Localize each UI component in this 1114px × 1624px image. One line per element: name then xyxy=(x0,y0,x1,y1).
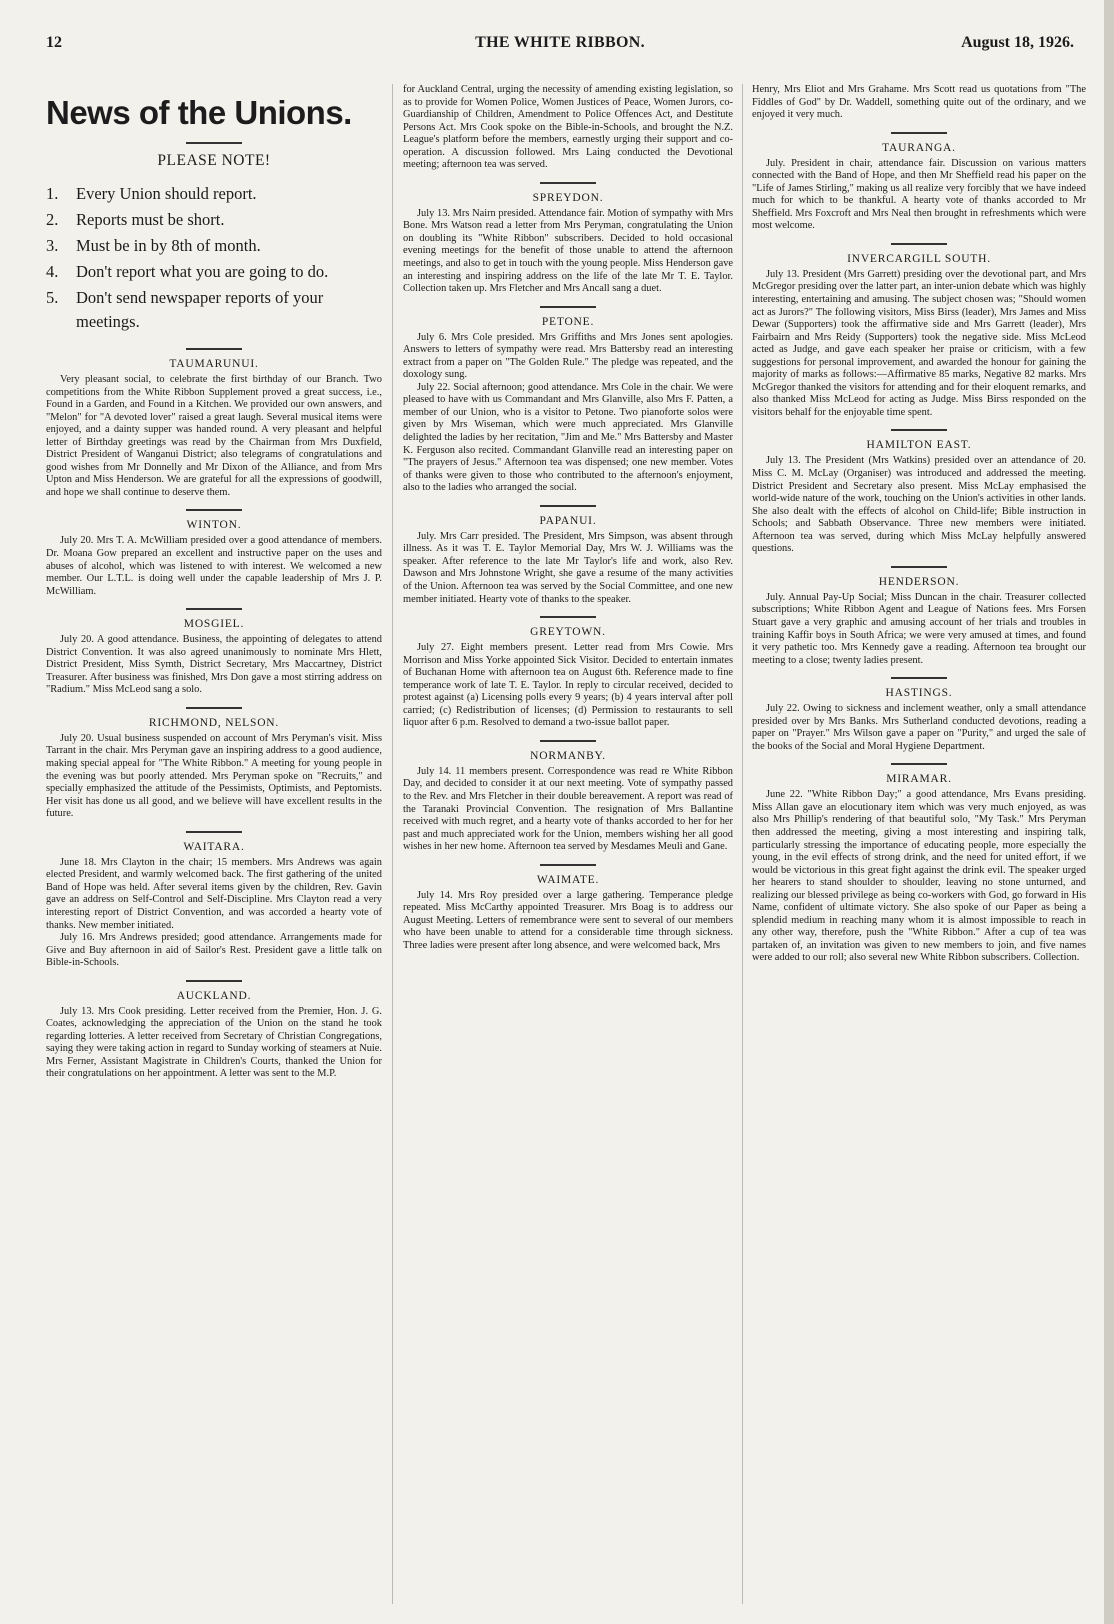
report-paragraph: July 20. Usual business suspended on account of Mrs Peryman's visit. Miss Tarrant in the chair. Mrs Peryman gave an inspiring address to a good audience, making special appeal for "The White Ribbon." A meeting for young people in the evening was but poorly attended. Mrs Peryman spoke on "Recruits," and specially emphasized the attitude of the Pessimists, Optimists, and Peptomists. Her visit has done us all good, and we believe will have excellent results in the future. xyxy=(46,732,382,820)
divider-rule xyxy=(186,831,242,833)
report-paragraph: July. Annual Pay-Up Social; Miss Duncan in the chair. Treasurer collected subscriptions; White Ribbon Agent and League of Nations fees. Mrs Forsen Stuart gave a very graphic and amusing account of her trials and troubles in training Kaffir boys in South Africa; we were very amused at times, and found it very pathetic too. Mrs Kennedy gave a reading. Afternoon tea brought our meeting to a close; twenty ladies present. xyxy=(752,591,1086,666)
column-divider xyxy=(392,84,393,1604)
union-heading: GREYTOWN. xyxy=(530,626,606,639)
report-paragraph: Very pleasant social, to celebrate the first birthday of our Branch. Two competitions from the White Ribbon Supplement proved a great success, i.e., Found in a Garden, and Found in a Kitchen. We provided our own answers, and "Melon" for "A devoted lover" raised a great laugh. Several musical items were enjoyed, and a dainty supper was handed round. A very pleasant and helpful letter of Birthday greetings was read by the Chairman from Mrs Duxfield, District President of Wanganui District; also telegrams of congratulations and good wishes from Mr Donnelly and Mr Dixon of the Alliance, and from Mrs Upton and Miss Henderson. We are grateful for all the expressions of goodwill, and hope we shall continue to deserve them. xyxy=(46,374,382,498)
publication-title: THE WHITE RIBBON. xyxy=(475,34,645,51)
divider-rule xyxy=(891,566,947,568)
page-edge xyxy=(1104,0,1114,1624)
report-paragraph: July 27. Eight members present. Letter read from Mrs Cowie. Mrs Morrison and Miss Yorke appointed Sick Visitor. Decided to entertain inmates of Buchanan Home with afternoon tea on August 6th. Reference made to fine temperance work of late T. E. Taylor. In reply to circular received, decided to protest against (a) Licensing polls every 9 years; (b) 4 years interval after poll carried; (c) Redistribution of licenses; (d) Permission to restaurants to sell liquor after 6 p.m. Resolved to demand a two-issue ballot paper. xyxy=(403,642,733,729)
column-3 xyxy=(752,84,1086,1610)
report-paragraph: July 14. Mrs Roy presided over a large gathering. Temperance pledge repeated. Miss McCarthy appointed Treasurer. Mrs Boag is to address our August Meeting. Letters of remembrance were sent to several of our members who have been unable to attend for a considerable time through sickness. Three ladies were present after long absence, and were welcomed back, Mrs xyxy=(403,889,733,951)
union-heading: WINTON. xyxy=(186,519,242,532)
page-number: 12 xyxy=(46,34,62,51)
divider-rule xyxy=(540,182,596,184)
union-heading: TAURANGA. xyxy=(882,141,956,154)
notice-list xyxy=(46,182,382,334)
running-header xyxy=(46,34,1074,56)
divider-rule xyxy=(540,616,596,618)
report-paragraph: July 13. Mrs Nairn presided. Attendance fair. Motion of sympathy with Mrs Bone. Mrs Watson read a letter from Mrs Peryman, congratulating the Union on doubling its "White Ribbon" subscribers. Decided to hold occasional evening meetings for the benefit of those unable to attend the afternoon meetings, and also to get in touch with the young people. Miss Henderson gave an interesting and inspiring address on the life of the late Mr T. E. Taylor. Collection taken up. Mrs Fletcher and Mrs Ancall sang a duet. xyxy=(403,207,733,295)
divider-rule xyxy=(186,509,242,511)
union-heading: PAPANUI. xyxy=(539,514,597,527)
issue-date: August 18, 1926. xyxy=(961,34,1074,51)
union-heading: HASTINGS. xyxy=(885,687,953,700)
divider-rule xyxy=(540,306,596,308)
report-paragraph: July 6. Mrs Cole presided. Mrs Griffiths and Mrs Jones sent apologies. Answers to letters of sympathy were read. Mrs Battersby read an interesting extract from a paper on "The Golden Rule." The pledge was repeated, and the doxology sung. xyxy=(403,331,733,381)
report-paragraph: Henry, Mrs Eliot and Mrs Grahame. Mrs Scott read us quotations from "The Fiddles of God" by Dr. Waddell, something quite out of the ordinary, and we enjoyed it very much. xyxy=(752,84,1086,121)
column-2 xyxy=(403,84,733,1610)
divider-rule xyxy=(891,132,947,134)
divider-rule xyxy=(891,243,947,245)
union-heading: SPREYDON. xyxy=(532,191,604,204)
notice-item: 2. Reports must be short. xyxy=(46,210,225,229)
union-heading: MOSGIEL. xyxy=(183,618,245,631)
divider-rule xyxy=(186,980,242,982)
notice-item: 3. Must be in by 8th of month. xyxy=(46,236,261,255)
union-heading: HAMILTON EAST. xyxy=(866,439,972,452)
report-paragraph: June 22. "White Ribbon Day;" a good attendance, Mrs Evans presiding. Miss Allan gave an elocutionary item which was very much enjoyed, as was also Mrs Phillip's rendering of that beautiful solo, "My Task." Mrs Peryman then addressed the meeting, giving a most interesting and inspiring talk, particularly stressing the importance of educating people, more especially the young, in the evil effects of strong drink, and the need for united effort, if we would be victorious in this great fight against the drink evil. The speaker urged her hearers to stand shoulder to shoulder, leaving no stone unturned, and realizing our blessed privilege as being co-workers with God, go forward in His Name, confident of ultimate victory. She also spoke of our Paper as being a splendid medium in reaching many whom it is almost impossible to reach in any other way, therefore, push the "White Ribbon." After a cup of tea was partaken of, an invitation was given to new members to join, and five names were added to our roll; also several new White Ribbon subscribers. Collection. xyxy=(752,789,1086,964)
report-paragraph: July 22. Owing to sickness and inclement weather, only a small attendance presided over by Mrs Banks. Mrs Sutherland conducted devotions, reading a paper on "Prayer." Mrs Wilson gave a paper on "Purity," and urged the sale of the books of the Social and Moral Hygiene Department. xyxy=(752,703,1086,752)
report-paragraph: June 18. Mrs Clayton in the chair; 15 members. Mrs Andrews was again elected President, and warmly welcomed back. The first gathering of the united Band of Hope was held. After several items given by the children, Rev. Gavin gave an address on Self-Control and Self-Discipline. Mrs Clayton read a very interesting report of District Convention, and was accorded a hearty vote of thanks. New member initiated. xyxy=(46,856,382,931)
divider-rule xyxy=(891,429,947,431)
report-paragraph: July 13. The President (Mrs Watkins) presided over an attendance of 20. Miss C. M. McLay (Organiser) was introduced and addressed the meeting. District President and Secretary also present. Miss McLay emphasised the world-wide nature of the work, touching on the Union's activities in other lands. She also dealt with the effects of alcohol on Child-life; Bible instruction in Schools; and Sabbath Observance. Three new members were initiated. Afternoon tea was served, during which Miss McLay helpfully answered questions. xyxy=(752,455,1086,555)
divider-rule xyxy=(186,707,242,709)
divider-rule xyxy=(540,740,596,742)
report-paragraph: July 13. Mrs Cook presiding. Letter received from the Premier, Hon. J. G. Coates, acknowledging the appreciation of the Union on the stand he took regarding lotteries. A letter received from Secretary of Christian Congregations, saying they were taking action in regard to Sunday working of steamers at Nuie. Mrs Ferner, Assistant Magistrate in Children's Courts, thanked the Union for their congratulations on her appointment. A letter was sent to the M.P. xyxy=(46,1005,382,1080)
notice-item: 1. Every Union should report. xyxy=(46,184,257,203)
union-heading: NORMANBY. xyxy=(530,749,606,762)
divider-rule xyxy=(186,142,242,144)
union-heading: HENDERSON. xyxy=(878,575,960,588)
union-heading: WAIMATE. xyxy=(536,873,600,886)
union-heading: AUCKLAND. xyxy=(176,989,252,1002)
column-2-reports xyxy=(403,84,733,952)
union-heading: RICHMOND, NELSON. xyxy=(148,716,280,729)
notice-item: 4. Don't report what you are going to do. xyxy=(46,262,329,281)
column-1-reports xyxy=(46,358,382,1081)
divider-rule xyxy=(540,505,596,507)
union-heading: MIRAMAR. xyxy=(886,773,952,786)
report-paragraph: July 20. A good attendance. Business, the appointing of delegates to attend District Convention. It was also agreed unanimously to nominate Mrs Hlett, District President, Miss Symth, District Secretary, Mrs Maccartney, District Treasurer. After business was finished, Mrs Don gave a most stirring address on "Radium." Miss McLeod sang a solo. xyxy=(46,634,382,696)
section-heading: News of the Unions. xyxy=(46,94,352,131)
report-paragraph: July 14. 11 members present. Correspondence was read re White Ribbon Day, and decided to consider it at our next meeting. Vote of sympathy passed to the Rev. and Mrs Fletcher in their double bereavement. A report was read of the Taranaki Provincial Convention. The resignation of Mrs Ballantine received with much regret, and a hearty vote of thanks accorded to her for her past and much appreciated work for the Union, members wishing her all good wishes in her new home. Afternoon tea served by Mesdames Meuli and Gane. xyxy=(403,765,733,853)
column-3-reports xyxy=(752,84,1086,965)
column-1 xyxy=(46,84,382,1610)
divider-rule xyxy=(891,677,947,679)
report-paragraph: July 20. Mrs T. A. McWilliam presided over a good attendance of members. Dr. Moana Gow prepared an excellent and instructive paper on the uses and abuses of alcohol, which was listened to with interest. We welcomed a new member. Our L.T.L. is doing well under the capable leadership of Mrs J. P. McWilliam. xyxy=(46,535,382,597)
report-paragraph: for Auckland Central, urging the necessity of amending existing legislation, so as to provide for Women Police, Women Justices of Peace, Women Jurors, co-Guardianship of Children, Amendment to Police Offences Act, and Destitute Persons Act. Mrs Cook spoke on the Bible-in-Schools, and brought the N.Z. League's platform before the members, earnestly urging their support and co-operation. A discussion followed. Mrs Laing conducted the Devotional meeting; afternoon tea was served. xyxy=(403,84,733,171)
report-paragraph: July. President in chair, attendance fair. Discussion on various matters connected with the Band of Hope, and then Mr Sheffield read his paper on the "Life of James Stirling," making us all realize very forcibly that we have indeed much for which to be thankful. A hearty vote of thanks accorded to Mr Sheffield. Mrs Foxcroft and Mrs Neal then brought in refreshments which were most welcome. xyxy=(752,157,1086,232)
union-heading: TAUMARUNUI. xyxy=(169,358,259,370)
divider-rule xyxy=(891,763,947,765)
divider-rule xyxy=(186,348,242,350)
notice-heading: PLEASE NOTE! xyxy=(157,152,271,169)
divider-rule xyxy=(186,608,242,610)
notice-item: 5. Don't send newspaper reports of your meetings. xyxy=(46,288,324,331)
union-heading: WAITARA. xyxy=(183,840,245,853)
report-paragraph: July 22. Social afternoon; good attendance. Mrs Cole in the chair. We were pleased to have with us Commandant and Mrs Glanville, also Mrs F. Patten, a member of our Union, who is a visitor to Petone. Two pianoforte solos were given by Mrs Wiseman, which were much appreciated. Mrs Glanville delighted the ladies by her recitation, "Jim and Me." Mrs Battersby and Master K. Ferguson also recited. Commandant Glanville read an interesting paper on "The prayers of Jesus." Afternoon tea was dispensed; one new member. Votes of thanks were given to those who contributed to the afternoon's enjoyment, also to the ladies who arranged the social. xyxy=(403,381,733,494)
report-paragraph: July. Mrs Carr presided. The President, Mrs Simpson, was absent through illness. As it was T. E. Taylor Memorial Day, Mrs W. J. Williams was the speaker. After reference to the late Mr Taylor's life and work, also Rev. Dawson and Mrs Johnstone Wright, she gave a resume of the many activities of the Union. Afternoon tea was served by the Social Committee, and one new member initiated. Hearty vote of thanks to the speaker. xyxy=(403,530,733,605)
divider-rule xyxy=(540,864,596,866)
union-heading: INVERCARGILL SOUTH. xyxy=(847,252,991,265)
report-paragraph: July 13. President (Mrs Garrett) presiding over the devotional part, and Mrs McGregor presiding over the latter part, an inter-union debate which was highly interesting, entertaining and amusing. The subject chosen was; "Should women act as Jurors?" The following visitors, Miss Birss (leader), Mrs James and Miss Dewar (Supporters) took the affirmative side and Mrs Garrett (leader), Mrs Fairbairn and Mrs Reidy (Supporters) took the negative side. Miss McLeod acted as Judge, and gave each speaker her praise or criticism, with a few suggestions for personal improvement, and awarded the honour for gaining the majority of marks as follows:—Affirmative 85 marks, Negative 82 marks. Mrs McGregor thanked the visitors for attending and for their eloquent remarks, and also thanked Miss McLeod for acting as Judge. Miss Birss responded on the visitors behalf for the enjoyable time spent. xyxy=(752,268,1086,418)
column-divider xyxy=(742,84,743,1604)
union-heading: PETONE. xyxy=(541,315,595,328)
report-paragraph: July 16. Mrs Andrews presided; good attendance. Arrangements made for Give and Buy afternoon in aid of Sailor's Rest. President gave a little talk on Bible-in-Schools. xyxy=(46,932,382,969)
